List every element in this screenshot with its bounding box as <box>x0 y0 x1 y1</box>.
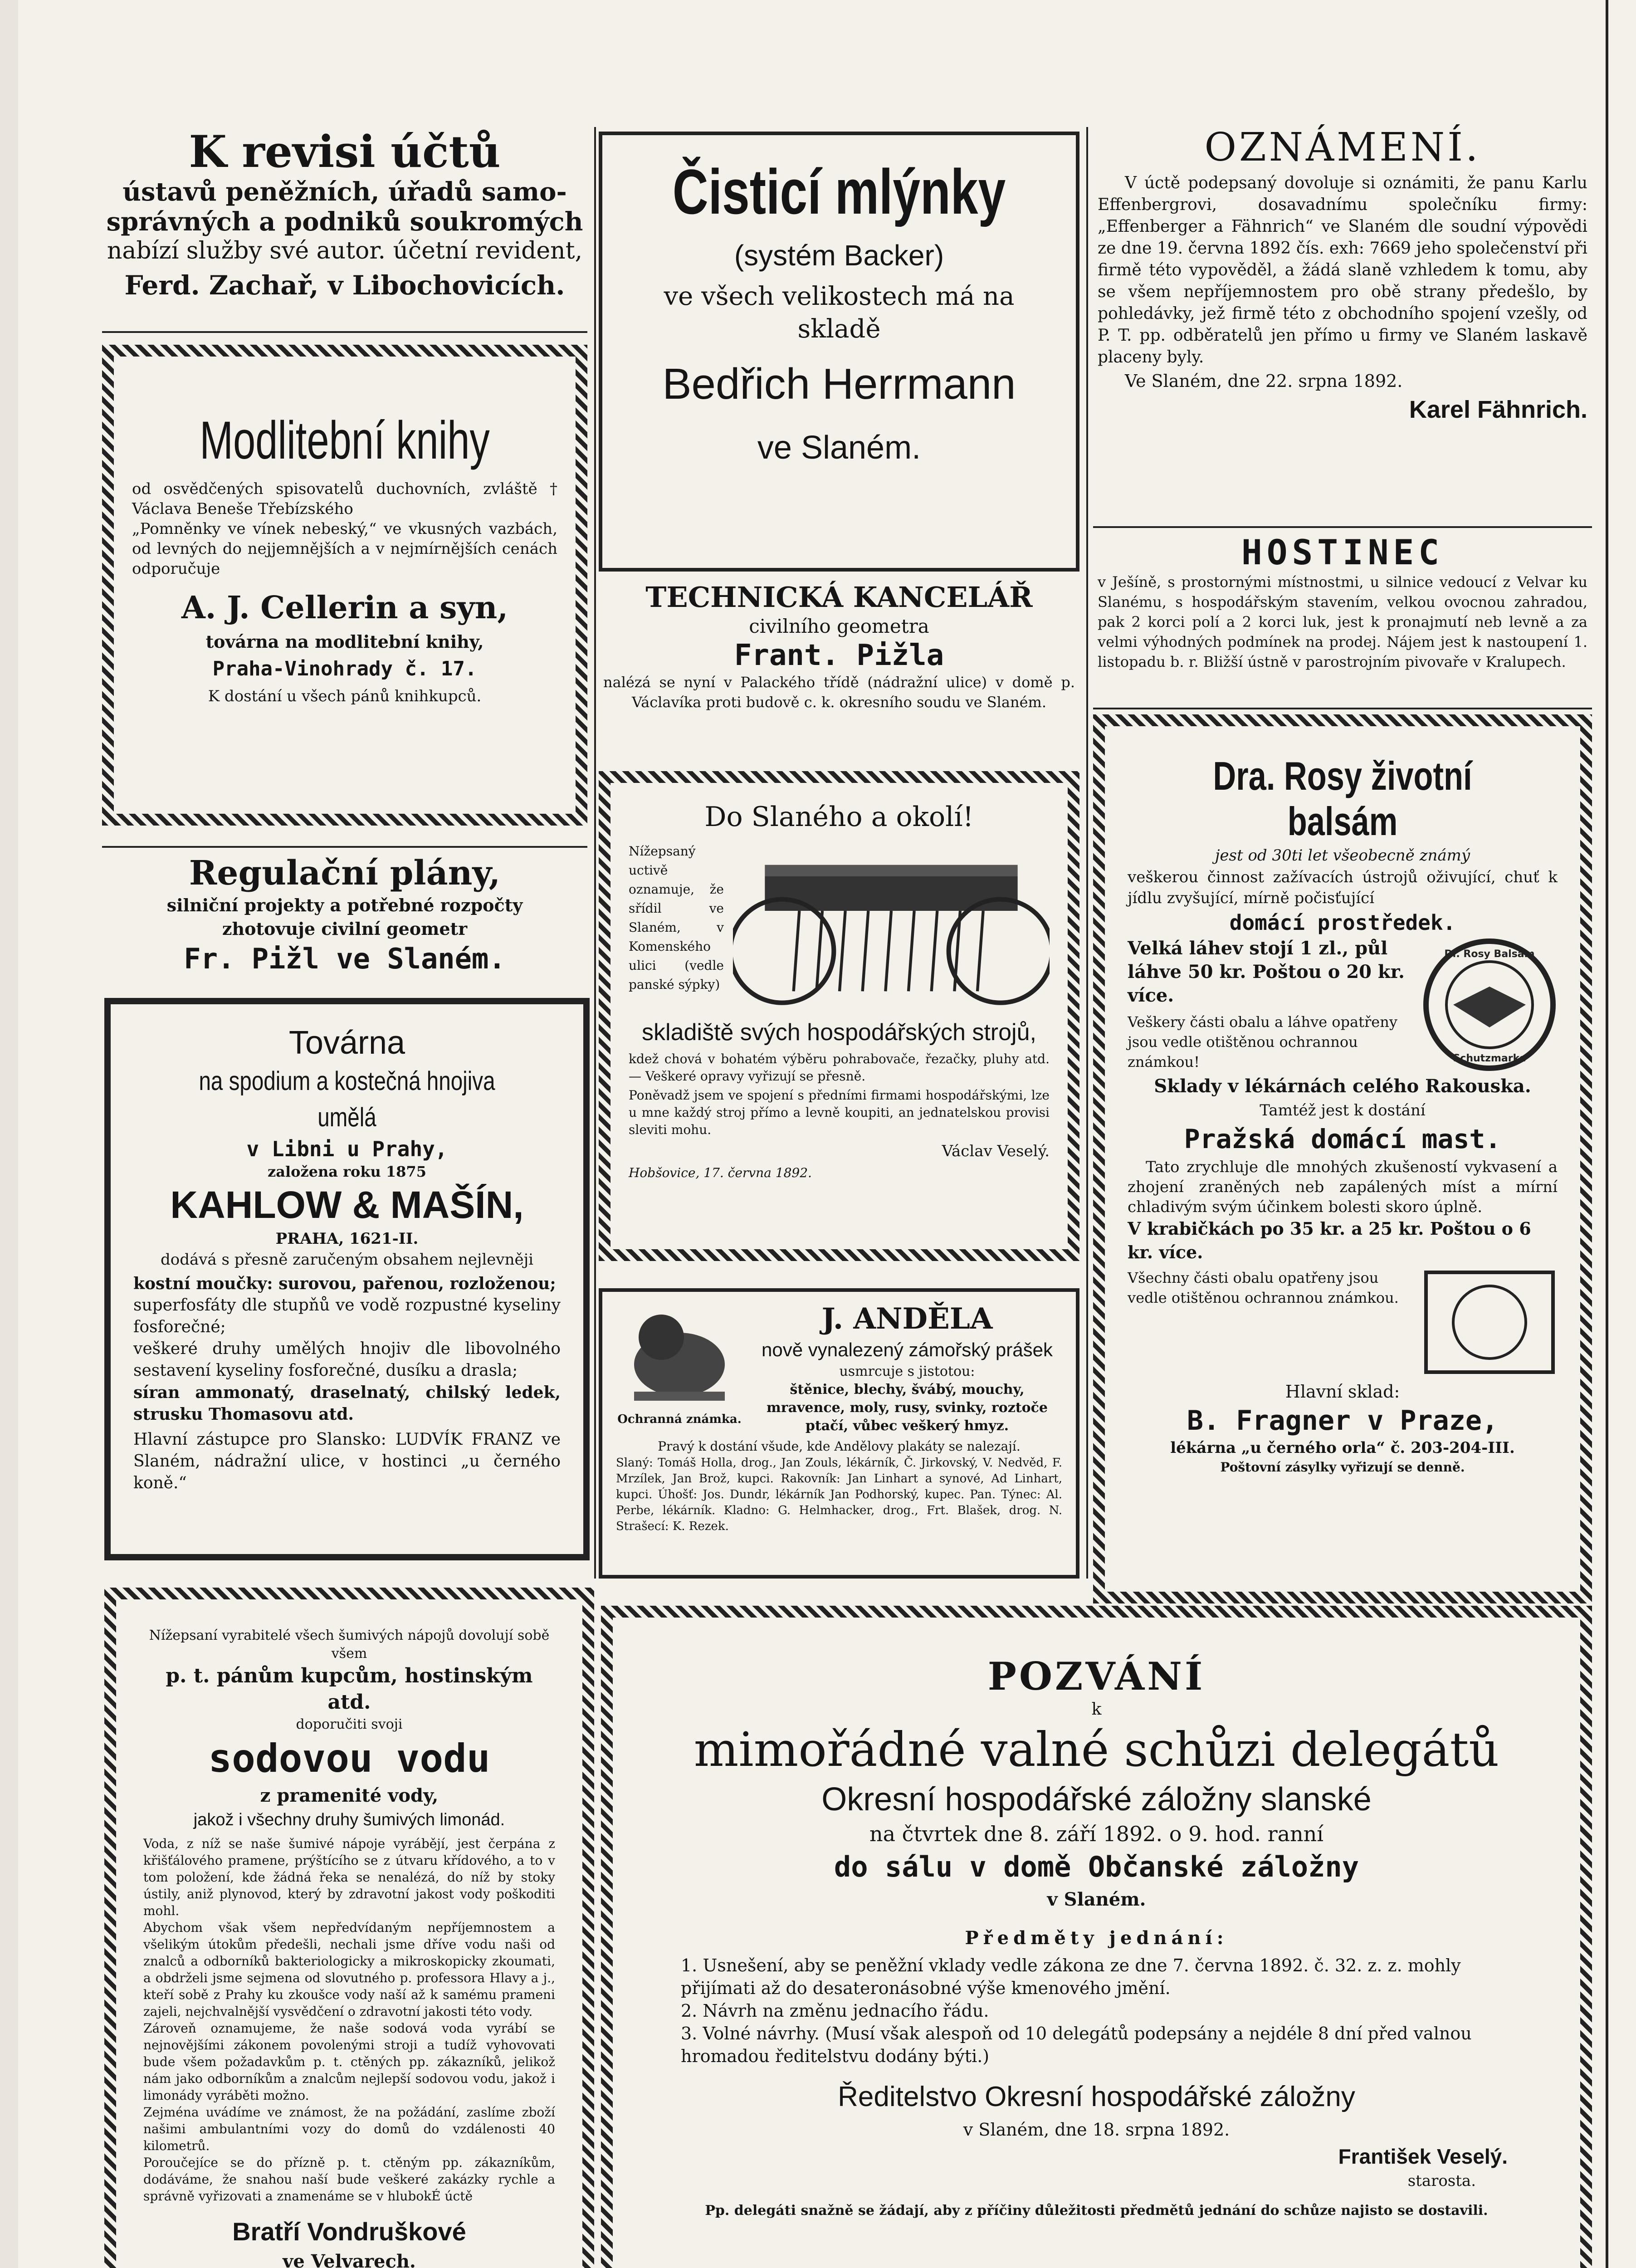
rosy-lekarna: lékárna „u černého orla“ č. 203-204-III. <box>1170 1439 1515 1457</box>
ad-hostinec <box>1093 533 1592 705</box>
rosy-price2: V krabičkách po 35 kr. a 25 kr. Poštou o 6 kr. více. <box>1128 1218 1531 1262</box>
pozvani-line2: Okresní hospodářské záložny slanské <box>821 1781 1372 1818</box>
hostinec-text: v Ješíně, s prostornými místnostmi, u silnice vedoucí z Velvar ku Slanému, s hospodářským stavením, velkou ovocnou zahradou, pak 2 korci polí a 2 korci luk, jest k pronajmutí neb levně a za velmi výhodných podmínek na prodej. Nájem jest k nastoupení 1. listopadu b. r. Bližší ústně v parostrojním pivovaře v Kralupech. <box>1098 573 1587 670</box>
andela-name: J. ANDĚLA <box>821 1302 993 1336</box>
ad-sodovka <box>104 1588 594 2268</box>
revize-line3: nabízí služby své autor. účetní revident, <box>107 237 583 264</box>
sodovka-line3: doporučiti svoji <box>296 1716 403 1732</box>
andela-line4: Pravý k dostání všude, kde Andělovy plakáty se nalezají. <box>658 1439 1021 1454</box>
tovarna-item: veškeré druhy umělých hnojiv dle libovolného sestavení kyseliny fosforečné, dusíku a drasla; <box>133 1339 561 1380</box>
sodovka-place: ve Velvarech. <box>283 2251 416 2268</box>
do-slaneho-title: Do Slaného a okolí! <box>704 801 974 833</box>
do-slaneho-signature: Václav Veselý. <box>942 1142 1050 1160</box>
tovarna-item: síran ammonatý, draselnatý, chilský ledek, strusku Thomasovu atd. <box>133 1383 561 1424</box>
pozvani-item: 3. Volné návrhy. (Musí však alespoň od 10 delegátů podepsány a nejdéle 8 dní před valnou hromadou ředitelstvu dodány býti.) <box>681 2024 1472 2066</box>
ad-pozvani <box>601 1606 1592 2268</box>
ad-andela <box>599 1288 1079 1579</box>
pozvani-line5: v Slaném. <box>1047 1889 1146 1910</box>
cisticí-firm: Bedřich Herrmann <box>662 360 1016 408</box>
andela-line3: štěnice, blechy, švábý, mouchy, mravence, moly, rusy, svinky, roztoče ptačí, vůbec veškerý hmyz. <box>767 1382 1048 1434</box>
sodovka-title: sodovou vodu <box>208 1736 490 1781</box>
pozvani-k: k <box>1091 1700 1102 1719</box>
ad-revize <box>102 127 587 327</box>
column-rule <box>594 127 596 1579</box>
pozvani-date: v Slaném, dne 18. srpna 1892. <box>963 2120 1230 2140</box>
rosy-sklady: Sklady v lékárnách celého Rakouska. <box>1154 1075 1531 1097</box>
pozvani-line3: na čtvrtek dne 8. září 1892. o 9. hod. ranní <box>869 1822 1324 1846</box>
eagle-stamp-icon <box>1421 937 1558 1073</box>
sodovka-paragraph: Abychom však všem nepředvídaným nepříjemnostem a všelikým útokům předešli, nechali jsme dříve vodu naši od znalců a odborníků bakteriologicky a mikroskopicky zkoumati, a obdrželi jsme sejmena od slovutného p. professora Hlavy a j., kteří sobě z Prahy ku zkoušce vody naší až k samému prameni zajeli, nejchvalnější vysvědčení o zdravotní jakosti této vody. <box>143 1920 555 2019</box>
pozvani-item: 2. Návrh na změnu jednacího řádu. <box>681 2001 989 2021</box>
stamp-text: Dr. Rosy Balsam <box>1444 948 1535 960</box>
page-edge-rule <box>1606 0 1608 2268</box>
rosy-price1: Velká láhev stojí 1 zl., půl láhve 50 kr. Poštou o 20 kr. více. <box>1128 938 1405 1006</box>
rosy-text4: Všechny části obalu opatřeny jsou vedle otištěnou ochrannou známkou. <box>1128 1269 1399 1306</box>
divider <box>1093 708 1592 709</box>
rosy-sub: jest od 30ti let všeobecně známý <box>1215 846 1470 865</box>
page-edge <box>0 0 18 2268</box>
do-slaneho-place: Hobšovice, 17. června 1892. <box>629 1165 812 1180</box>
sodovka-line2: p. t. pánům kupcům, hostinským atd. <box>166 1664 533 1714</box>
tovarna-line3: založena roku 1875 <box>268 1163 426 1180</box>
tovarna-agent: Hlavní zástupce pro Slansko: LUDVÍK FRANZ ve Slaném, nádražní ulice, v hostinci „u černého koně.“ <box>133 1430 561 1492</box>
modlitebni-title: Modlitební knihy <box>200 411 490 470</box>
cisticí-subtitle: (systém Backer) <box>734 239 944 272</box>
pozvani-signer: František Veselý. <box>1338 2145 1508 2168</box>
stamp-text: Schutzmarke <box>1453 1053 1526 1064</box>
pozvani-line1: mimořádné valné schůzi delegátů <box>693 1722 1499 1777</box>
trademark-lion-icon <box>620 1301 738 1410</box>
ad-cisticí <box>599 132 1079 572</box>
pozvani-line4: do sálu v domě Občanské záložny <box>834 1850 1359 1883</box>
pozvani-board: Ředitelstvo Okresní hospodářské záložny <box>838 2081 1355 2112</box>
ad-tovarna <box>104 998 590 1560</box>
seeder-machine-icon <box>733 842 1050 1014</box>
modlitebni-address: Praha-Vinohrady č. 17. <box>212 657 477 680</box>
divider <box>102 846 587 848</box>
tovarna-item: superfosfáty dle stupňů ve vodě rozpustné kyseliny fosforečné; <box>133 1296 561 1336</box>
do-slaneho-big: skladiště svých hospodářských strojů, <box>642 1019 1036 1046</box>
do-slaneho-left: Nížepsaný uctivě oznamuje, že sřídil ve Slaném, v Komenského ulici (vedle panské sýpky) <box>629 844 724 992</box>
sodovka-paragraph: Zejména uvádíme ve známost, že na požádání, zaslíme zboží našimi ambulantními vozy do domů do vzdálenosti 40 kilometrů. <box>143 2105 555 2153</box>
pozvani-note: Pp. delegáti snažně se žádají, aby z příčiny důležitosti předmětů jednání do schůze najisto se dostavili. <box>705 2203 1488 2219</box>
machine-illustration <box>733 842 1050 1014</box>
ad-do-slaneho <box>599 771 1079 1261</box>
divider <box>1093 526 1592 528</box>
pozvani-role: starosta. <box>1407 2172 1476 2190</box>
pozvani-program: Předměty jednání: <box>965 1927 1228 1949</box>
andela-mark: Ochranná známka. <box>617 1413 742 1426</box>
technicka-name: Frant. Pižla <box>734 639 944 672</box>
rosy-title: Dra. Rosy životní balsám <box>1213 753 1472 844</box>
sodovka-sub2: jakož i všechny druhy šumivých limonád. <box>193 1810 505 1829</box>
oznameni-text: V úctě podepsaný dovoluje si oznámiti, že panu Karlu Effenbergrovi, dosavadnímu společníku firmy: „Effenberger a Fähnrich“ ve Slaném dle soudní výpovědi ze dne 19. června 1892 čís. exh: 7669 jeho společenství při firmě této vypověděl, a žádá slaně vzhledem k tomu, aby se všem nepříjemnostem pro obě strany předešlo, by pohledávky, jež firmě této z obchodního spojení vzešly, od P. T. pp. odběratelů jen přímo u firmy ve Slaném laskavě placeny byly. <box>1098 174 1587 367</box>
andela-shops: Slaný: Tomáš Holla, drog., Jan Zouls, lékárník, Č. Jirkovský, V. Nedvěd, F. Mrzílek, Jan Brož, kupci. Rakovník: Jan Linhart a synové, Ad Linhart, kupci. Úhošť: Jos. Dundr, lékárník Jan Podhorský, kupec. Pan. Týnec: Al. Perbe, lékárník. Kladno: G. Helmhacker, drog., Frt. Blašek, drog. N. Strašecí: K. Rezek. <box>616 1456 1062 1533</box>
ad-technicka <box>599 581 1079 762</box>
regulacni-title: Regulační plány, <box>189 854 501 893</box>
modlitebni-line1: od osvědčených spisovatelů duchovních, zvláště † Václava Beneše Třebízského <box>132 480 557 518</box>
revize-signature: Ferd. Zachař, v Libochovicích. <box>124 270 565 301</box>
tovarna-text: dodává s přesně zaručeným obsahem nejlevněji <box>160 1251 534 1269</box>
tovarna-item: kostní moučky: surovou, pařenou, rozloženou; <box>133 1274 556 1293</box>
technicka-title: TECHNICKÁ KANCELÁŘ <box>645 581 1033 614</box>
column-rule <box>1086 127 1088 1579</box>
rosy-posta: Poštovní zásylky vyřizují se denně. <box>1220 1460 1465 1475</box>
do-slaneho-text2: Poněvadž jsem ve spojení s předními firmami hospodářskými, lze u mne každý stroj přímo a levně koupiti, an jednatelskou provisi sleviti mohu. <box>629 1088 1050 1137</box>
modlitebni-line3: továrna na modlitební knihy, <box>205 631 484 652</box>
andela-line1: nově vynalezený zámořský prášek <box>762 1339 1053 1360</box>
oznameni-signature: Karel Fähnrich. <box>1409 396 1587 423</box>
pozvani-title: POZVÁNÍ <box>987 1654 1206 1699</box>
technicka-text: nalézá se nyní v Palackého třídě (nádražní ulice) v domě p. Václavíka proti budově c. k. okresního soudu ve Slaném. <box>603 674 1075 711</box>
modlitebni-firm: A. J. Cellerin a syn, <box>181 590 508 626</box>
regulacni-line2: zhotovuje civilní geometr <box>222 919 468 939</box>
sodovka-sub1: z pramenité vody, <box>260 1785 439 1806</box>
tovarna-line1: na spodium a kostečná hnojiva umělá <box>199 1066 495 1132</box>
sodovka-paragraph: Voda, z níž se naše šumivé nápoje vyrábějí, jest čerpána z křišťálového pramene, prýštícího se z útvaru křídového, a to v tom položení, kde žádná řeka se nenalézá, do níž by stoky ústily, aniž plynovod, který by zdravotní jakost vody poškoditi mohl. <box>143 1836 555 1918</box>
sodovka-signature: Bratří Vondruškové <box>232 2217 466 2246</box>
ad-rosy <box>1093 714 1592 1603</box>
rosy-mast: Pražská domácí mast. <box>1184 1124 1501 1154</box>
regulacni-name: Fr. Pižl ve Slaném. <box>184 942 506 975</box>
tovarna-title: Továrna <box>288 1025 405 1061</box>
cisticí-title: Čisticí mlýnky <box>672 156 1006 227</box>
do-slaneho-text1: kdež chová v bohatém výběru pohrabovače, řezačky, pluhy atd. — Veškeré opravy vyřizují se přesně. <box>629 1051 1050 1084</box>
sodovka-intro: Nížepsaní vyrabitelé všech šumivých nápojů dovolují sobě všem <box>149 1628 550 1662</box>
rosy-text3: Tato zrychluje dle mnohých zkušeností vykvasení a zhojení zraněných neb zapálených míst a mírní chladivým svým účinkem bolesti skoro úplně. <box>1128 1158 1558 1216</box>
rosy-text2: Veškery části obalu a láhve opatřeny jsou vedle otištěnou ochrannou známkou! <box>1128 1013 1397 1070</box>
revize-line2: správných a podniků soukromých <box>106 207 583 237</box>
rosy-text1: veškerou činnost zažívacích ústrojů oživující, chuť k jídlu zvyšující, mírně počisťující <box>1128 868 1558 907</box>
trademark-stamp-icon <box>1421 1268 1558 1377</box>
tovarna-line2: v Libni u Prahy, <box>246 1137 448 1161</box>
cisticí-place: ve Slaném. <box>757 430 921 466</box>
rosy-fragner: B. Fragner v Praze, <box>1187 1405 1499 1437</box>
hostinec-title: HOSTINEC <box>1241 533 1444 572</box>
modlitebni-line2: „Pomněnky ve vínek nebeský,“ ve vkusných vazbách, od levných do nejjemnějších a v nejmírnějších cenách odporučuje <box>132 520 557 578</box>
divider <box>102 331 587 333</box>
rosy-also: Tamtéž jest k dostání <box>1260 1101 1426 1119</box>
regulacni-line: silniční projekty a potřebné rozpočty <box>166 895 523 915</box>
ad-oznameni <box>1093 122 1592 522</box>
oznameni-title: OZNÁMENÍ. <box>1204 125 1481 170</box>
revize-title: K revisi účtů <box>189 127 501 177</box>
tovarna-city: PRAHA, 1621-II. <box>275 1230 419 1248</box>
ad-modlitebni <box>102 345 587 826</box>
pozvani-item: 1. Usnešení, aby se peněžní vklady vedle zákona ze dne 7. června 1892. č. 32. z. z. mohly přijímati až do desateronásobné výše kmenového jmění. <box>681 1955 1461 1998</box>
rosy-domaci: domácí prostředek. <box>1229 910 1456 935</box>
modlitebni-line4: K dostání u všech pánů knihkupců. <box>208 687 482 705</box>
oznameni-date: Ve Slaném, dne 22. srpna 1892. <box>1125 371 1403 391</box>
rosy-sklad: Hlavní sklad: <box>1285 1382 1400 1402</box>
sodovka-paragraph: Poroučejíce se do přízně p. t. ctěným pp. zákazníkům, dodáváme, že snahou naší bude veškeré zakázky rychle a správně vyřizovati a znamenáme se v hlubokÉ úctě <box>143 2155 555 2204</box>
sodovka-paragraph: Zároveň oznamujeme, že naše sodová voda vyrábí se nejnovějšími zákonem povolenými stroji a tudíž vyhovovati bude všem požadavkům p. t. ctěných pp. zákazníků, jelikož nám jako odborníkům a znalcům nejlepší sodovou vodu, jakož i limonády vyráběti možno. <box>143 2021 555 2103</box>
revize-line1: ústavů peněžních, úřadů samo- <box>122 177 567 207</box>
tovarna-firm: KAHLOW & MAŠÍN, <box>170 1183 524 1226</box>
andela-line2: usmrcuje s jistotou: <box>839 1364 975 1379</box>
technicka-sub: civilního geometra <box>749 615 929 637</box>
ad-regulacni <box>102 853 587 989</box>
cisticí-line: ve všech velikostech má na skladě <box>664 282 1015 344</box>
